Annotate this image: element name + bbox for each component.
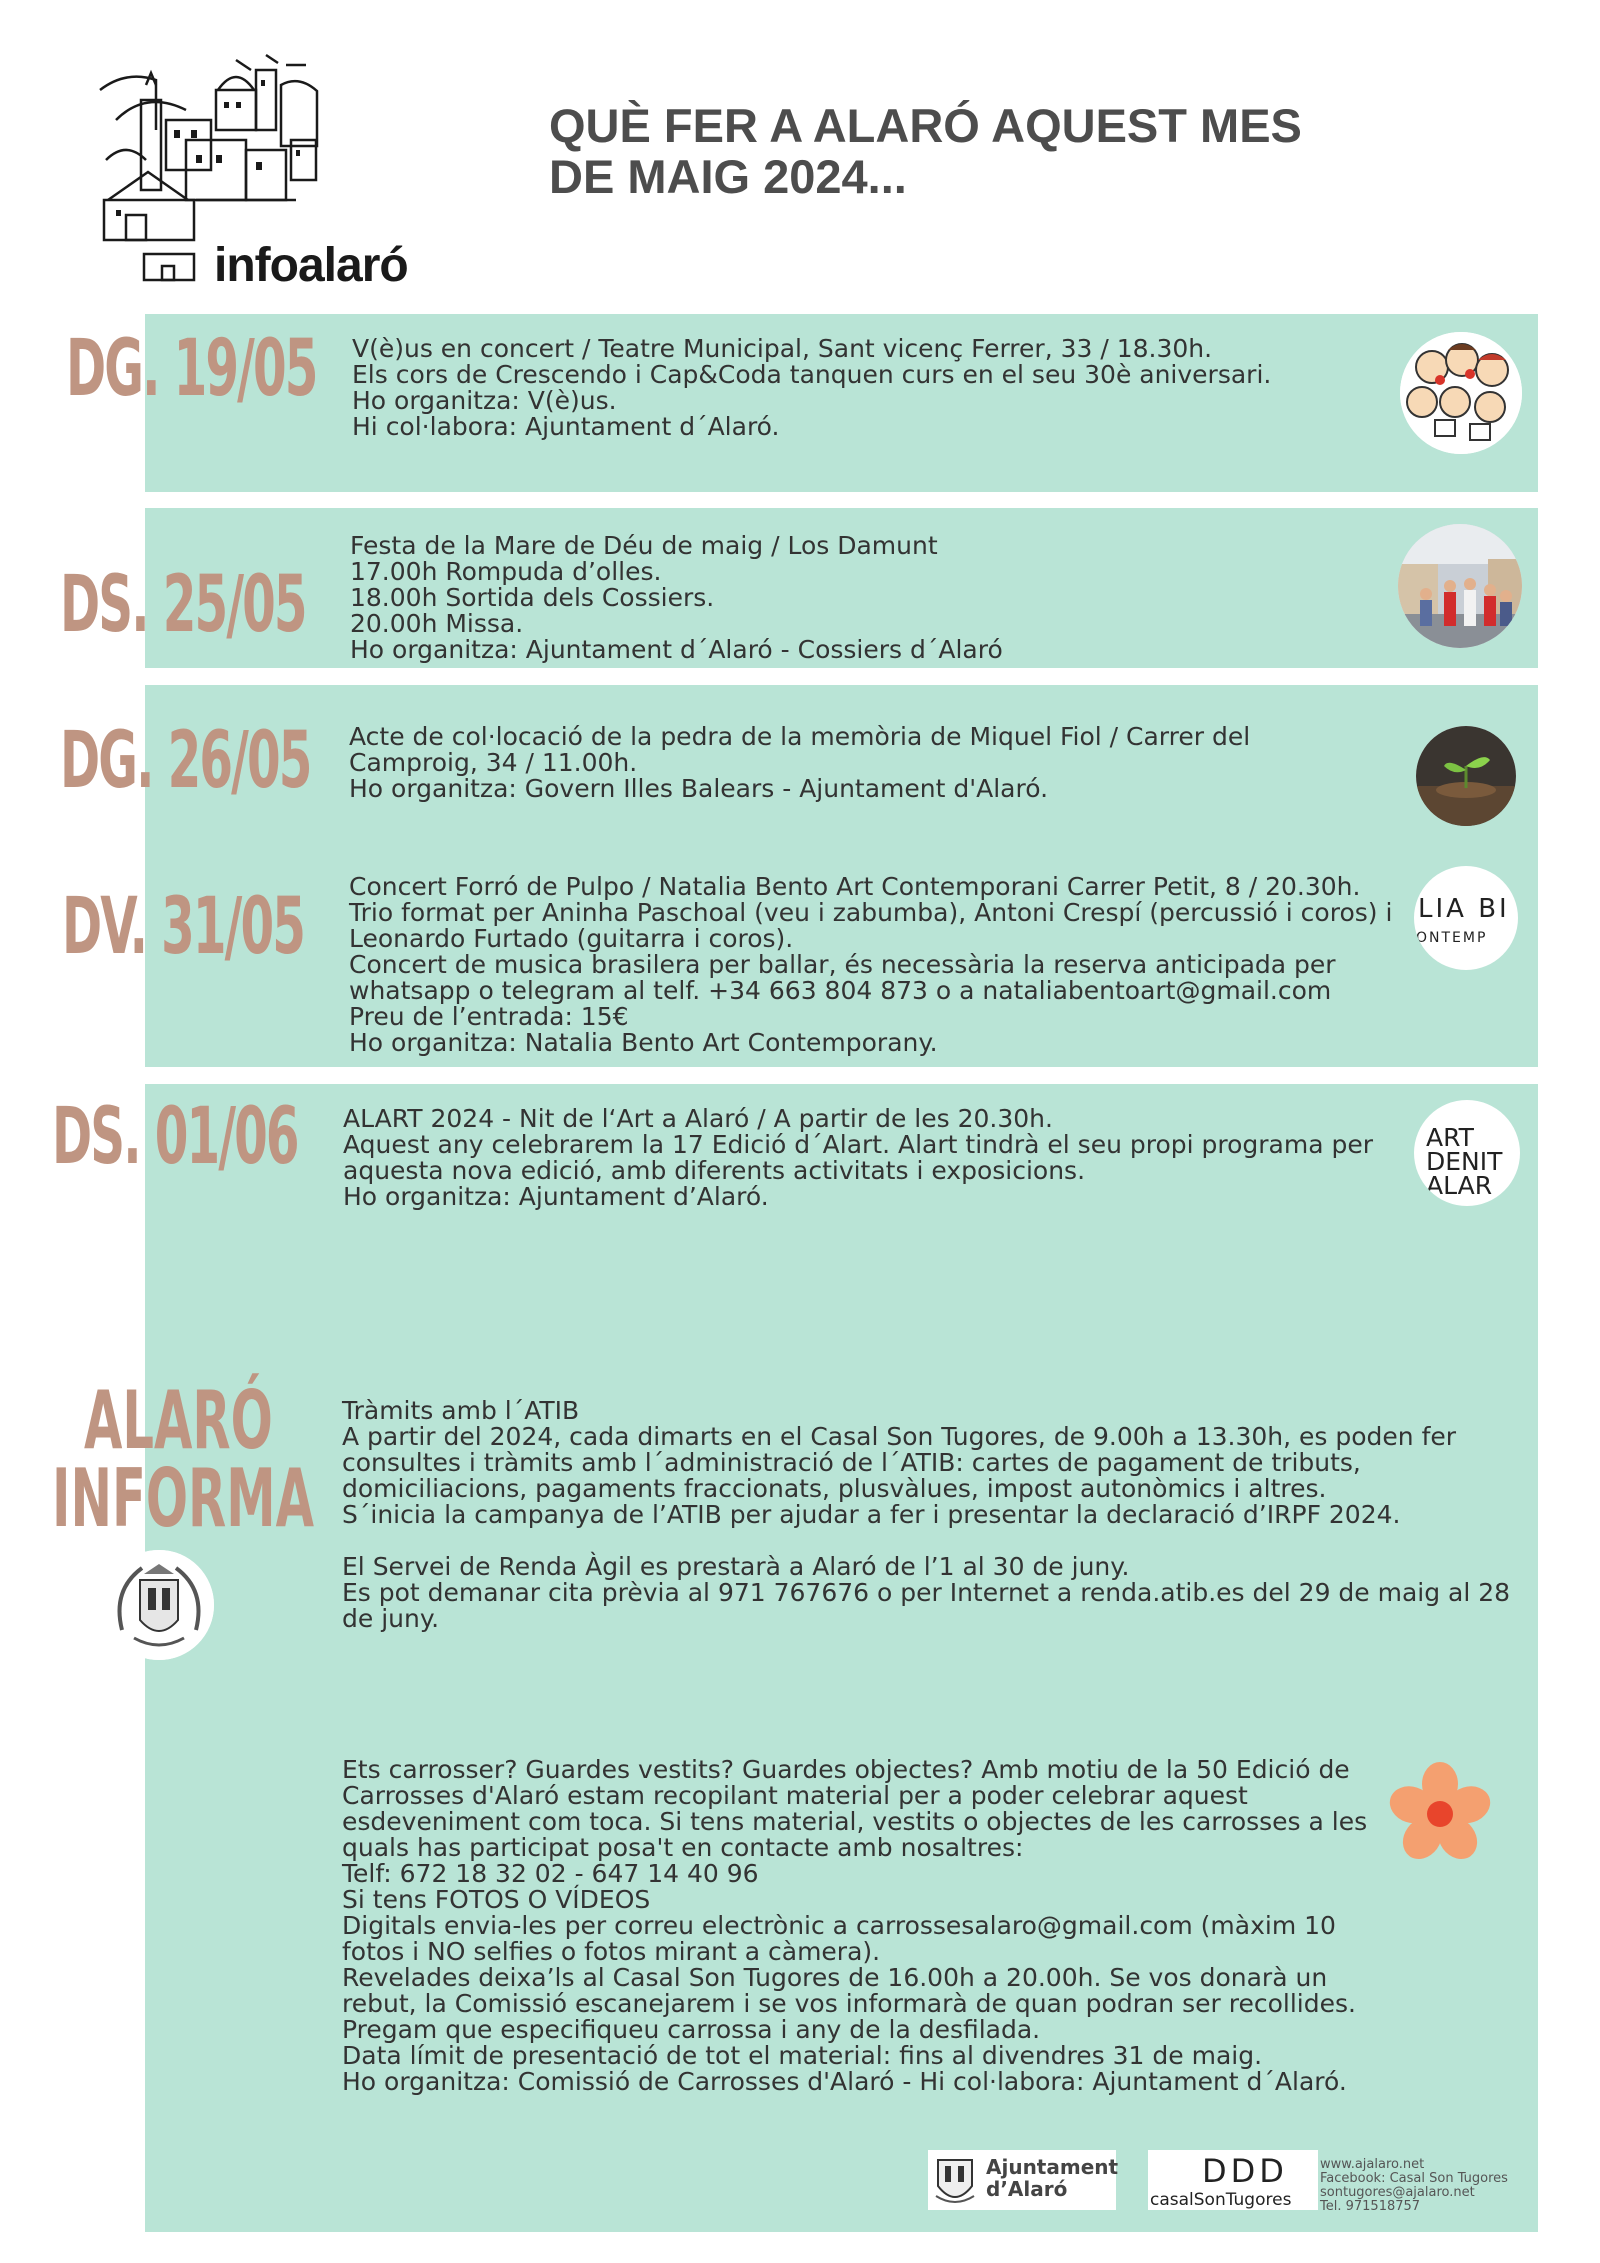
notice-line: Pregam que especifiqueu carrossa i any de la desfilada. [342, 2015, 1041, 2044]
event-line: Els cors de Crescendo i Cap&Coda tanquen curs en el seu 30è aniversari. [352, 360, 1272, 389]
event-line: Leonardo Furtado (guitarra i coros). [349, 924, 794, 953]
event-line: V(è)us en concert / Teatre Municipal, Sant vicenç Ferrer, 33 / 18.30h. [352, 334, 1213, 363]
ajuntament-label-line: d’Alaró [986, 2177, 1068, 2201]
notice-line: rebut, la Comissió escanejarem i se vos informarà de quan podran ser recollides. [342, 1989, 1356, 2018]
notice-line: Ets carrosser? Guardes vestits? Guardes objectes? Amb motiu de la 50 Edició de [342, 1755, 1350, 1784]
event-date: DS. 25/05 [60, 560, 306, 650]
cossiers-photo-icon [1398, 524, 1522, 648]
footer-contact [1320, 2158, 1508, 2214]
notice-line: de juny. [342, 1604, 440, 1633]
ajuntament-label [986, 2156, 1118, 2200]
event-line: Concert Forró de Pulpo / Natalia Bento Art Contemporani Carrer Petit, 8 / 20.30h. [349, 872, 1361, 901]
logo-text: ART [1426, 1123, 1474, 1152]
informa-heading-1: ALARÓ [84, 1374, 273, 1467]
logo-text: ONTEMP [1416, 930, 1488, 946]
choir-children-icon [1400, 332, 1522, 454]
atib-notice [342, 1398, 1510, 1632]
event-line: Ho organitza: Natalia Bento Art Contemporany. [349, 1028, 938, 1057]
logo-small-house-icon [142, 242, 198, 282]
contact-phone: Tel. 971518757 [1320, 2199, 1421, 2214]
town-skyline-icon [96, 50, 326, 250]
casal-son-tugores-logo [1148, 2150, 1318, 2210]
notice-line [342, 1528, 1510, 1554]
event-line: Aquest any celebrarem la 17 Edició d´Alart. Alart tindrà el seu propi programa per [343, 1130, 1374, 1159]
logo-text: infoalaró [214, 239, 408, 292]
contact-web-link[interactable]: www.ajalaro.net [1320, 2157, 1425, 2172]
notice-line: domiciliacions, pagaments fraccionats, plusvàlues, impost autonòmics i altres. [342, 1474, 1327, 1503]
logo-text: ALAR [1426, 1171, 1493, 1200]
event-line: Acte de col·locació de la pedra de la memòria de Miquel Fiol / Carrer del [349, 722, 1251, 751]
event-description [349, 724, 1250, 802]
flower-icon [1388, 1762, 1492, 1866]
event-line: Ho organitza: Govern Illes Balears - Ajuntament d'Alaró. [349, 774, 1049, 803]
event-date: DV. 31/05 [62, 882, 305, 972]
logo-text: LIA BI [1418, 894, 1510, 924]
event-description [343, 1106, 1373, 1210]
title-line-2: DE MAIG 2024... [549, 150, 907, 203]
event-line: Ho organitza: V(è)us. [352, 386, 617, 415]
notice-line: fotos i NO selfies o fotos mirant a càmera). [342, 1937, 881, 1966]
notice-line: A partir del 2024, cada dimarts en el Casal Son Tugores, de 9.00h a 13.30h, es poden fer [342, 1422, 1457, 1451]
event-line: 17.00h Rompuda d’olles. [350, 557, 662, 586]
event-line: Ho organitza: Ajuntament d’Alaró. [343, 1182, 769, 1211]
ajuntament-label-line: Ajuntament [986, 2155, 1119, 2179]
ajuntament-logo [928, 2150, 1119, 2210]
event-date: DS. 01/06 [52, 1092, 298, 1182]
notice-line: esdeveniment com toca. Si tens material, vestits o objectes de les carrosses a les [342, 1807, 1368, 1836]
event-line: Trio format per Aninha Paschoal (veu i zabumba), Antoni Crespí (percussió i coros) i [349, 898, 1393, 927]
notice-line: Telf: 672 18 32 02 - 647 14 40 96 [342, 1859, 759, 1888]
page-title [549, 100, 1302, 202]
event-line: whatsapp o telegram al telf. +34 663 804 873 o a nataliabentoart@gmail.com [349, 976, 1332, 1005]
event-line: Ho organitza: Ajuntament d´Alaró - Cossiers d´Alaró [350, 635, 1003, 664]
informa-heading-2: INFORMA [52, 1452, 314, 1545]
art-denit-alaro-logo-icon [1414, 1100, 1520, 1206]
notice-line: Tràmits amb l´ATIB [342, 1396, 580, 1425]
event-line: aquesta nova edició, amb diferents activitats i exposicions. [343, 1156, 1086, 1185]
sprout-icon [1416, 726, 1516, 826]
notice-line: El Servei de Renda Àgil es prestarà a Alaró de l’1 al 30 de juny. [342, 1552, 1130, 1581]
event-line: 20.00h Missa. [350, 609, 524, 638]
notice-line: Carrosses d'Alaró estam recopilant material per a poder celebrar aquest [342, 1781, 1248, 1810]
notice-line: Si tens FOTOS O VÍDEOS [342, 1885, 651, 1914]
event-line: Hi col·labora: Ajuntament d´Alaró. [352, 412, 780, 441]
event-description [352, 336, 1271, 440]
notice-line: Es pot demanar cita prèvia al 971 767676 o per Internet a renda.atib.es del 29 de maig al 28 [342, 1578, 1511, 1607]
ajuntament-shield-icon [932, 2152, 978, 2208]
notice-line: Ho organitza: Comissió de Carrosses d'Alaró - Hi col·labora: Ajuntament d´Alaró. [342, 2067, 1347, 2096]
event-description [349, 874, 1392, 1056]
casal-name: casalSonTugores [1150, 2190, 1292, 2210]
notice-line: Data límit de presentació de tot el material: fins al divendres 31 de maig. [342, 2041, 1263, 2070]
alaro-coat-of-arms-icon [104, 1550, 214, 1660]
title-line-1: QUÈ FER A ALARÓ AQUEST MES [549, 99, 1302, 152]
event-line: Camproig, 34 / 11.00h. [349, 748, 638, 777]
event-line: Festa de la Mare de Déu de maig / Los Damunt [350, 531, 938, 560]
logo-text: DENIT [1426, 1147, 1503, 1176]
notice-line: quals has participat posa't en contacte amb nosaltres: [342, 1833, 1024, 1862]
notice-line: Revelades deixa’ls al Casal Son Tugores de 16.00h a 20.00h. Se vos donarà un [342, 1963, 1328, 1992]
carrosses-notice [342, 1757, 1367, 2095]
event-line: Preu de l’entrada: 15€ [349, 1002, 629, 1031]
contact-email-link[interactable]: sontugores@ajalaro.net [1320, 2185, 1475, 2200]
event-line: ALART 2024 - Nit de l‘Art a Alaró / A partir de les 20.30h. [343, 1104, 1053, 1133]
event-description [350, 533, 1003, 663]
event-date: DG. 26/05 [60, 716, 311, 806]
event-date: DG. 19/05 [66, 324, 317, 414]
notice-line: S´inicia la campanya de l’ATIB per ajudar a fer i presentar la declaració d’IRPF 2024. [342, 1500, 1401, 1529]
notice-line: Digitals envia-les per correu electrònic a carrossesalaro@gmail.com (màxim 10 [342, 1911, 1336, 1940]
event-line: Concert de musica brasilera per ballar, és necessària la reserva anticipada per [349, 950, 1336, 979]
event-line: 18.00h Sortida dels Cossiers. [350, 583, 715, 612]
contact-facebook: Facebook: Casal Son Tugores [1320, 2171, 1508, 2186]
notice-line: consultes i tràmits amb l´administració de l´ATIB: cartes de pagament de tributs, [342, 1448, 1361, 1477]
natalia-bento-logo-icon [1414, 866, 1518, 970]
casal-symbol-icon: DDD [1202, 2152, 1288, 2190]
